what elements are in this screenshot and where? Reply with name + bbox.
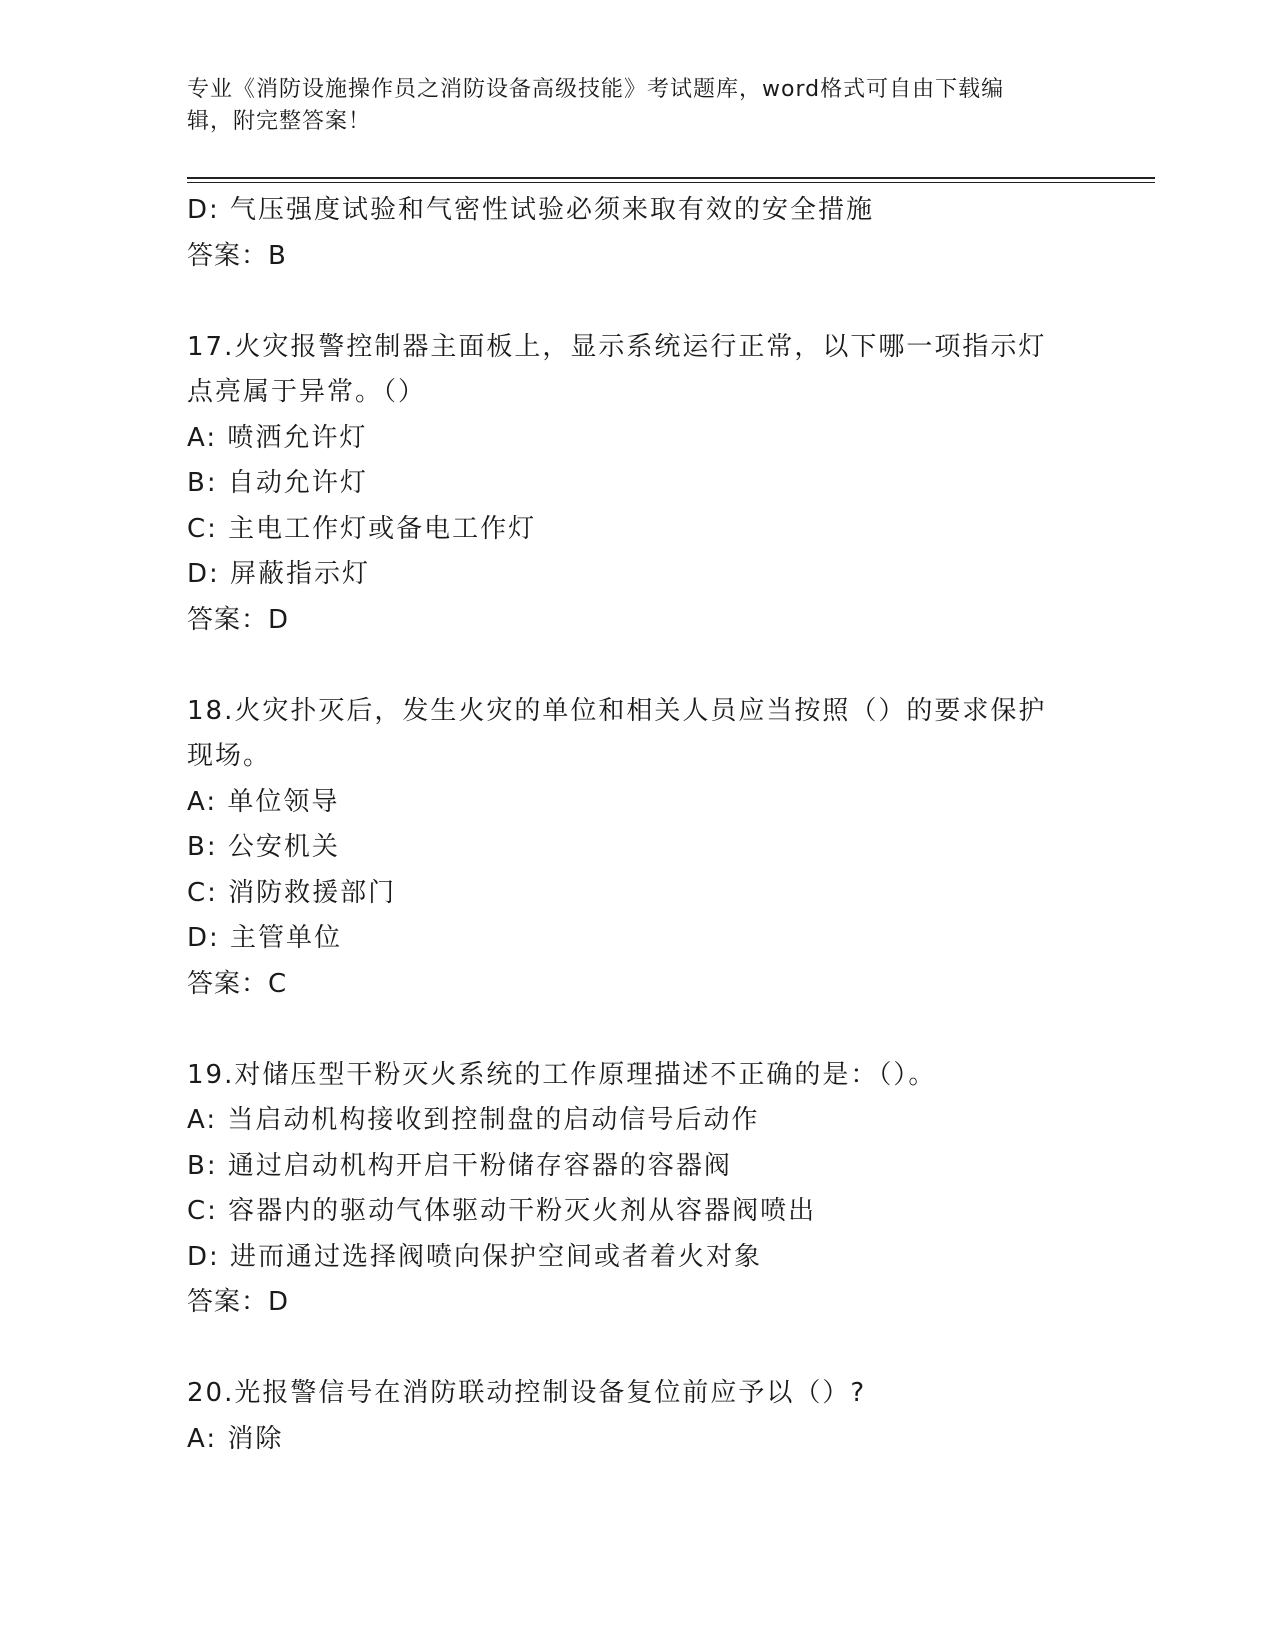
q18-answer: 答案：C [187,968,288,999]
q20-stem-line-1: 20.光报警信号在消防联动控制设备复位前应予以（）? [187,1378,867,1408]
q17-stem-line-1: 17.火灾报警控制器主面板上，显示系统运行正常，以下哪一项指示灯 [187,331,1047,362]
q17-stem-line-2: 点亮属于异常。（） [187,377,427,407]
q19-option-c: C: 容器内的驱动气体驱动干粉灭火剂从容器阀喷出 [187,1196,817,1226]
q18-option-d: D: 主管单位 [187,923,343,953]
q19-option-d: D: 进而通过选择阀喷向保护空间或者着火对象 [187,1241,763,1272]
q18-option-c: C: 消防救援部门 [187,877,397,908]
q19-option-a: A: 当启动机构接收到控制盘的启动信号后动作 [187,1105,760,1135]
q18-option-b: B: 公安机关 [187,832,340,862]
prev-answer: 答案：B [187,240,287,271]
header-line-1: 专业《消防设施操作员之消防设备高级技能》考试题库，word格式可自由下载编 [187,77,1005,102]
q18-option-a: A: 单位领导 [187,786,340,817]
header-rule-thick [187,177,1155,179]
q17-answer: 答案：D [187,604,290,635]
q19-option-b: B: 通过启动机构开启干粉储存容器的容器阀 [187,1150,732,1181]
q18-stem-line-1: 18.火灾扑灭后，发生火灾的单位和相关人员应当按照（）的要求保护 [187,695,1047,726]
page-header [187,74,1067,138]
q19-answer: 答案：D [187,1287,290,1317]
q20-option-a: A: 消除 [187,1423,284,1454]
q17-option-b: B: 自动允许灯 [187,468,368,498]
q17-option-a: A: 喷洒允许灯 [187,422,368,453]
q17-option-c: C: 主电工作灯或备电工作灯 [187,513,537,544]
prev-option-d: D: 气压强度试验和气密性试验必须来取有效的安全措施 [187,195,875,225]
q19-stem-line-1: 19.对储压型干粉灭火系统的工作原理描述不正确的是：（）。 [187,1059,937,1090]
question-list [187,188,1087,1462]
q18-stem-line-2: 现场。 [187,741,272,771]
header-line-2: 辑，附完整答案！ [187,109,372,134]
q17-option-d: D: 屏蔽指示灯 [187,559,371,589]
header-rule-thin [187,182,1155,183]
